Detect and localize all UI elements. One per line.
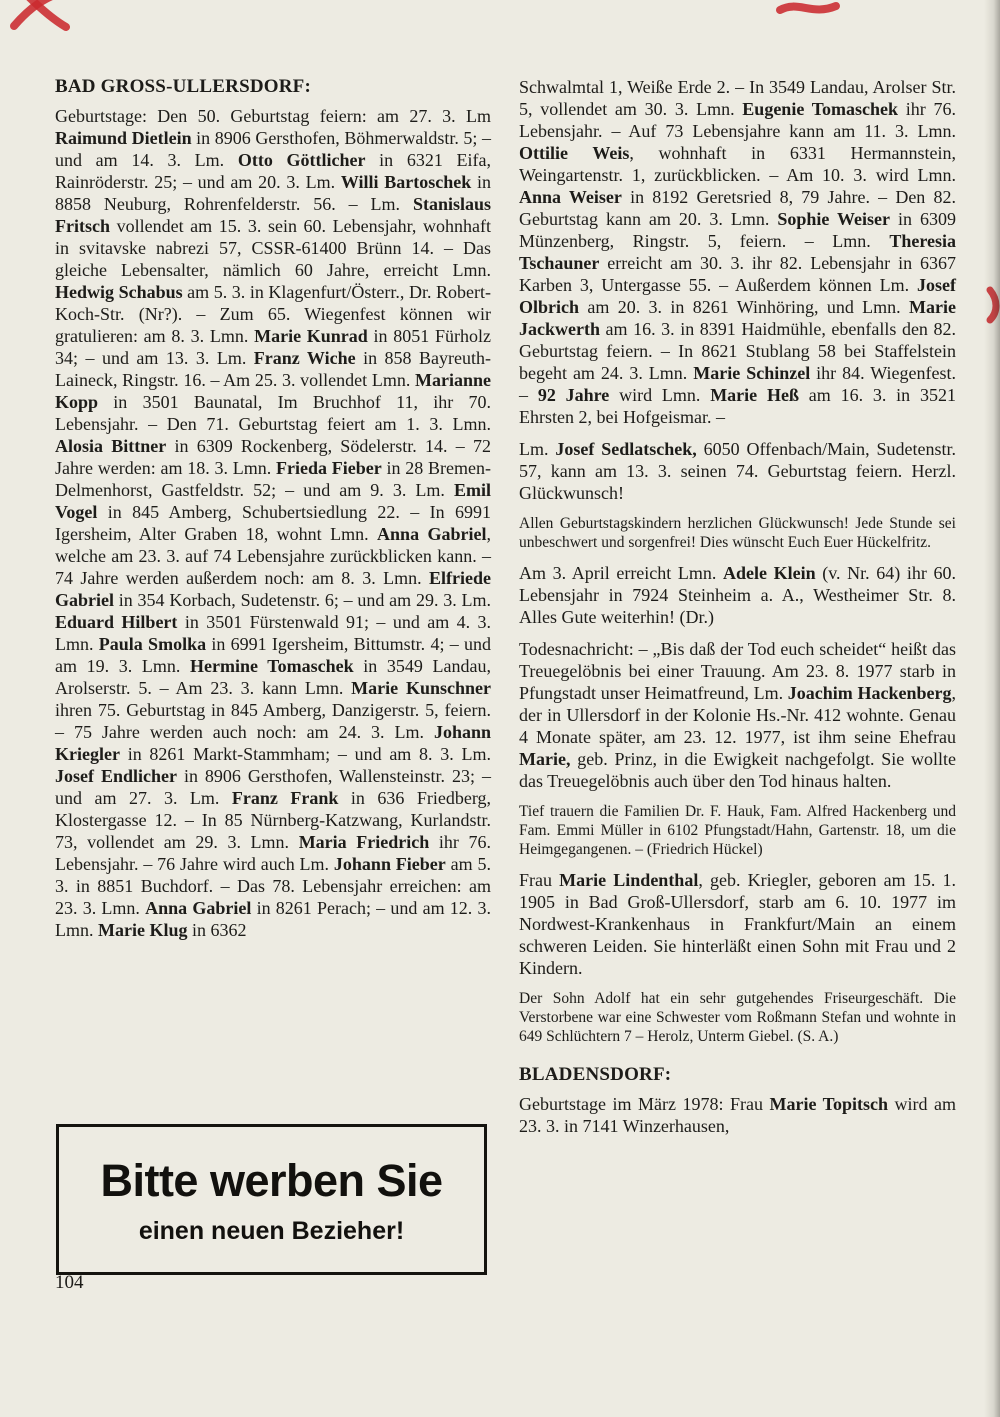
paragraph-sedlatschek-birthday — [519, 438, 956, 504]
person-name: Marie Lindenthal — [559, 870, 699, 890]
text-run: in 6362 — [187, 920, 247, 940]
section-heading-bad-gross-ullersdorf: BAD GROSS-ULLERSDORF: — [55, 76, 311, 97]
text-run: Der Sohn Adolf hat ein sehr gutgehendes Friseurgeschäft. Die Verstorbene war eine Schwester vom Roßmann Stefan und wohnte in 649 Schlüchtern 7 – Herolz, Unterm Giebel. (S. A.) — [519, 990, 956, 1045]
person-name: Franz Wiche — [253, 348, 356, 368]
text-run: in 858 Bayreuth-Laineck, Ringstr. 16. – Am 25. 3. vollendet Lmn. — [55, 348, 491, 390]
person-name: Marie Schinzel — [693, 363, 811, 383]
note-birthday-greetings — [519, 514, 956, 552]
note-mourning-families — [519, 802, 956, 859]
person-name: Josef Endlicher — [55, 766, 177, 786]
text-run: Geburtstage im März 1978: Frau — [519, 1094, 770, 1114]
paragraph-bladensdorf-birthdays — [519, 1093, 956, 1137]
person-name: Anna Gabriel — [377, 524, 487, 544]
text-run: in 3501 Baunatal, Im Bruchhof 11, ihr 70. Lebensjahr. – Den 71. Geburtstag feiert am 1. 3. Lmn. — [55, 392, 491, 434]
text-run: in 845 Amberg, Schubertsiedlung 22. – In 6991 Igersheim, Alter Graben 18, wohnt Lmn. — [55, 502, 491, 544]
person-name: Joachim Hackenberg — [787, 683, 952, 703]
person-name: Johann Fieber — [333, 854, 446, 874]
person-name: Marie, — [519, 749, 571, 769]
text-run: Todesnachricht: – „Bis daß der Tod euch scheidet“ heißt das Treuegelöbnis bei einer Trauung. Am 23. 8. 1977 starb in Pfungstadt unser Heimatfreund, Lm. — [519, 639, 956, 703]
person-name: Hermine Tomaschek — [190, 656, 354, 676]
person-name: Eduard Hilbert — [55, 612, 178, 632]
text-run: in 28 Bremen-Delmenhorst, Gastfeldstr. 52; – und am 9. 3. Lm. — [55, 458, 492, 500]
text-run: in 8192 Geretsried 8, 79 Jahre. – Den 82. Geburtstag kann am 20. 3. Lmn. — [519, 187, 956, 229]
red-pen-mark-top-right — [780, 6, 836, 10]
text-run: vollendet am 15. 3. sein 60. Lebensjahr, wohnhaft in svitavske nabrezi 57, CSSR-61400 Brünn 14. – Das gleiche Lebensalter, nämlich 60 Jahre, erreicht Lmn. — [55, 216, 491, 280]
person-name: Marie Topitsch — [769, 1094, 888, 1114]
text-run: ihren 75. Geburtstag in 845 Amberg, Danzigerstr. 5, feiern. – 75 Jahre werden auch noch: am 24. 3. Lm. — [55, 700, 491, 742]
text-run: wird am 23. 3. in 7141 Winzerhausen, — [519, 1094, 956, 1136]
text-run: in 3501 Fürstenwald 91; – und am 4. 3. Lmn. — [55, 612, 492, 654]
person-name: Otto Göttlicher — [237, 150, 366, 170]
red-pen-mark-right-edge — [990, 290, 996, 320]
person-name: Eugenie Tomaschek — [742, 99, 899, 119]
person-name: Maria Friedrich — [298, 832, 430, 852]
text-run: in 8051 Fürholz 34; – und am 13. 3. Lm. — [55, 326, 491, 368]
text-run: Tief trauern die Familien Dr. F. Hauk, Fam. Alfred Hackenberg und Fam. Emmi Müller in 6102 Pfungstadt/Hahn, Gartenstr. 18, um die Heimgegangenen. – (Friedrich Hückel) — [519, 803, 956, 858]
text-run: in 3549 Landau, Arolserstr. 5. – Am 23. 3. kann Lmn. — [55, 656, 491, 698]
person-name: Josef Olbrich — [519, 275, 956, 317]
person-name: Josef Sedlatschek, — [555, 439, 697, 459]
text-run: in 8906 Gersthofen, Böhmerwaldstr. 5; – und am 14. 3. Lm. — [55, 128, 491, 170]
person-name: Marie Kunschner — [351, 678, 491, 698]
text-run: in 354 Korbach, Sudetenstr. 6; – und am 29. 3. Lm. — [114, 590, 491, 610]
text-run: erreicht am 30. 3. ihr 82. Lebensjahr in 6367 Karben 3, Untergasse 55. – Außerdem können Lm. — [519, 253, 956, 295]
text-run: ihr 76. Lebensjahr. – Auf 73 Lebensjahre kann am 11. 3. Lmn. — [519, 99, 956, 141]
person-name: Adele Klein — [723, 563, 816, 583]
paragraph-obituary-lindenthal — [519, 869, 956, 979]
ad-headline: Bitte werben Sie — [100, 1155, 443, 1206]
text-run: Lm. — [519, 439, 556, 459]
ad-subline: einen neuen Bezieher! — [138, 1217, 405, 1245]
person-name: Anna Weiser — [519, 187, 622, 207]
person-name: Marie Kunrad — [254, 326, 368, 346]
text-run: 6050 Offenbach/Main, Sudetenstr. 57, kann am 13. 3. seinen 74. Geburtstag feiern. Herzl. Glückwunsch! — [519, 439, 956, 503]
text-run: Am 3. April erreicht Lmn. — [519, 563, 724, 583]
text-run: (v. Nr. 64) ihr 60. Lebensjahr in 7924 Steinheim a. A., Westheimer Str. 8. Alles Gute weiterhin! (Dr.) — [519, 563, 956, 627]
person-name: Marie Heß — [710, 385, 799, 405]
paragraph-adele-klein — [519, 562, 956, 628]
text-run: , der in Ullersdorf in der Kolonie Hs.-Nr. 412 wohnte. Genau 4 Monate später, am 23. 12. 1977, ist ihm seine Ehefrau — [519, 683, 956, 747]
person-name: Emil Vogel — [55, 480, 491, 522]
section-heading-bladensdorf: BLADENSDORF: — [519, 1064, 672, 1085]
person-name: Sophie Weiser — [777, 209, 891, 229]
red-pen-mark-top-left-2 — [28, 0, 66, 27]
note-son-adolf — [519, 989, 956, 1046]
person-name: Raimund Dietlein — [55, 128, 192, 148]
text-run: Geburtstage: Den 50. Geburtstag feiern: am 27. 3. Lm — [55, 106, 491, 126]
person-name: Marie Jackwerth — [519, 297, 956, 339]
person-name: Willi Bartoschek — [340, 172, 472, 192]
paragraph-birthdays-left — [55, 105, 491, 941]
paragraph-obituary-hackenberg — [519, 638, 956, 792]
person-name: Ottilie Weis — [519, 143, 630, 163]
person-name: Hedwig Schabus — [55, 282, 183, 302]
text-run: , geb. Kriegler, geboren am 15. 1. 1905 in Bad Groß-Ullersdorf, starb am 6. 10. 1977 im Nordwest-Krankenhaus in Frankfurt/Main an einem schweren Leiden. Sie hinterläßt einen Sohn mit Frau und 2 Kindern. — [519, 870, 956, 978]
page-number: 104 — [55, 1272, 84, 1293]
text-run: , welche am 23. 3. auf 74 Lebensjahre zurückblicken kann. – 74 Jahre werden außerdem noch: am 8. 3. Lmn. — [55, 524, 491, 588]
person-name: Franz Frank — [231, 788, 339, 808]
person-name: Frieda Fieber — [276, 458, 382, 478]
right-column — [519, 76, 956, 1147]
text-run: geb. Prinz, in die Ewigkeit nachgefolgt. Sie wollte das Treuegelöbnis auch über den Tod hinaus halten. — [519, 749, 956, 791]
text-run: , wohnhaft in 6331 Hermannstein, Weingartenstr. 1, zurückblicken. – Am 10. 3. wird Lmn. — [519, 143, 956, 185]
text-run: ihr 84. Wiegenfest. – — [519, 363, 956, 405]
text-run: am 5. 3. in 8851 Buchdorf. – Das 78. Lebensjahr erreichen: am 23. 3. Lmn. — [55, 854, 491, 918]
text-run: in 636 Friedberg, Klostergasse 12. – In 85 Nürnberg-Katzwang, Kurlandstr. 73, vollendet am 29. 3. Lmn. — [55, 788, 491, 852]
person-name: Anna Gabriel — [145, 898, 252, 918]
text-run: Frau — [519, 870, 560, 890]
person-name: Marianne Kopp — [55, 370, 491, 412]
text-run: in 8261 Markt-Stammham; – und am 8. 3. Lm. — [119, 744, 491, 764]
person-name: Theresia Tschauner — [519, 231, 956, 273]
text-run: am 20. 3. in 8261 Winhöring, und Lmn. — [579, 297, 910, 317]
person-name: Paula Smolka — [98, 634, 207, 654]
text-run: in 8906 Gersthofen, Wallensteinstr. 23; – und am 27. 3. Lm. — [55, 766, 492, 808]
subscription-ad-box — [56, 1124, 487, 1275]
text-run: in 8858 Neuburg, Rohrenfelderstr. 56. – Lm. — [55, 172, 491, 214]
text-run: am 5. 3. in Klagenfurt/Österr., Dr. Robert-Koch-Str. (Nr?). – Zum 65. Wiegenfest können wir gratulieren: am 8. 3. Lmn. — [55, 282, 491, 346]
person-name: Stanislaus Fritsch — [55, 194, 491, 236]
left-column — [55, 76, 491, 951]
red-pen-mark-top-left — [14, 0, 52, 26]
text-run: ihr 76. Lebensjahr. – 76 Jahre wird auch Lm. — [55, 832, 491, 874]
text-run: wird Lmn. — [609, 385, 711, 405]
text-run: Allen Geburtstagskindern herzlichen Glückwunsch! Jede Stunde sei unbeschwert und sorgenfrei! Dies wünscht Euch Euer Hückelfritz. — [519, 515, 956, 551]
person-name: Alosia Bittner — [55, 436, 167, 456]
person-name: Elfriede Gabriel — [55, 568, 491, 610]
text-run: in 6309 Münzenberg, Ringstr. 5, feiern. – Lmn. — [519, 209, 956, 251]
person-name: Johann Kriegler — [55, 722, 491, 764]
text-run: in 6991 Igersheim, Bittumstr. 4; – und am 19. 3. Lmn. — [55, 634, 492, 676]
text-run: in 8261 Perach; – und am 12. 3. Lmn. — [55, 898, 492, 940]
person-name: Marie Klug — [98, 920, 188, 940]
text-run: am 16. 3. in 3521 Ehrsten 2, bei Hofgeismar. – — [519, 385, 956, 427]
text-run: Schwalmtal 1, Weiße Erde 2. – In 3549 Landau, Arolser Str. 5, vollendet am 30. 3. Lmn. — [519, 77, 956, 119]
page-edge-shadow — [984, 0, 1000, 1417]
text-run: am 16. 3. in 8391 Haidmühle, ebenfalls den 82. Geburtstag feiern. – In 8621 Stublang 58 bei Staffelstein begeht am 24. 3. Lmn. — [519, 319, 956, 383]
paragraph-birthdays-continued — [519, 76, 956, 428]
person-name: 92 Jahre — [537, 385, 610, 405]
text-run: in 6321 Eifa, Rainröderstr. 25; – und am 20. 3. Lm. — [55, 150, 491, 192]
text-run: in 6309 Rockenberg, Södelerstr. 14. – 72 Jahre werden: am 18. 3. Lmn. — [55, 436, 491, 478]
